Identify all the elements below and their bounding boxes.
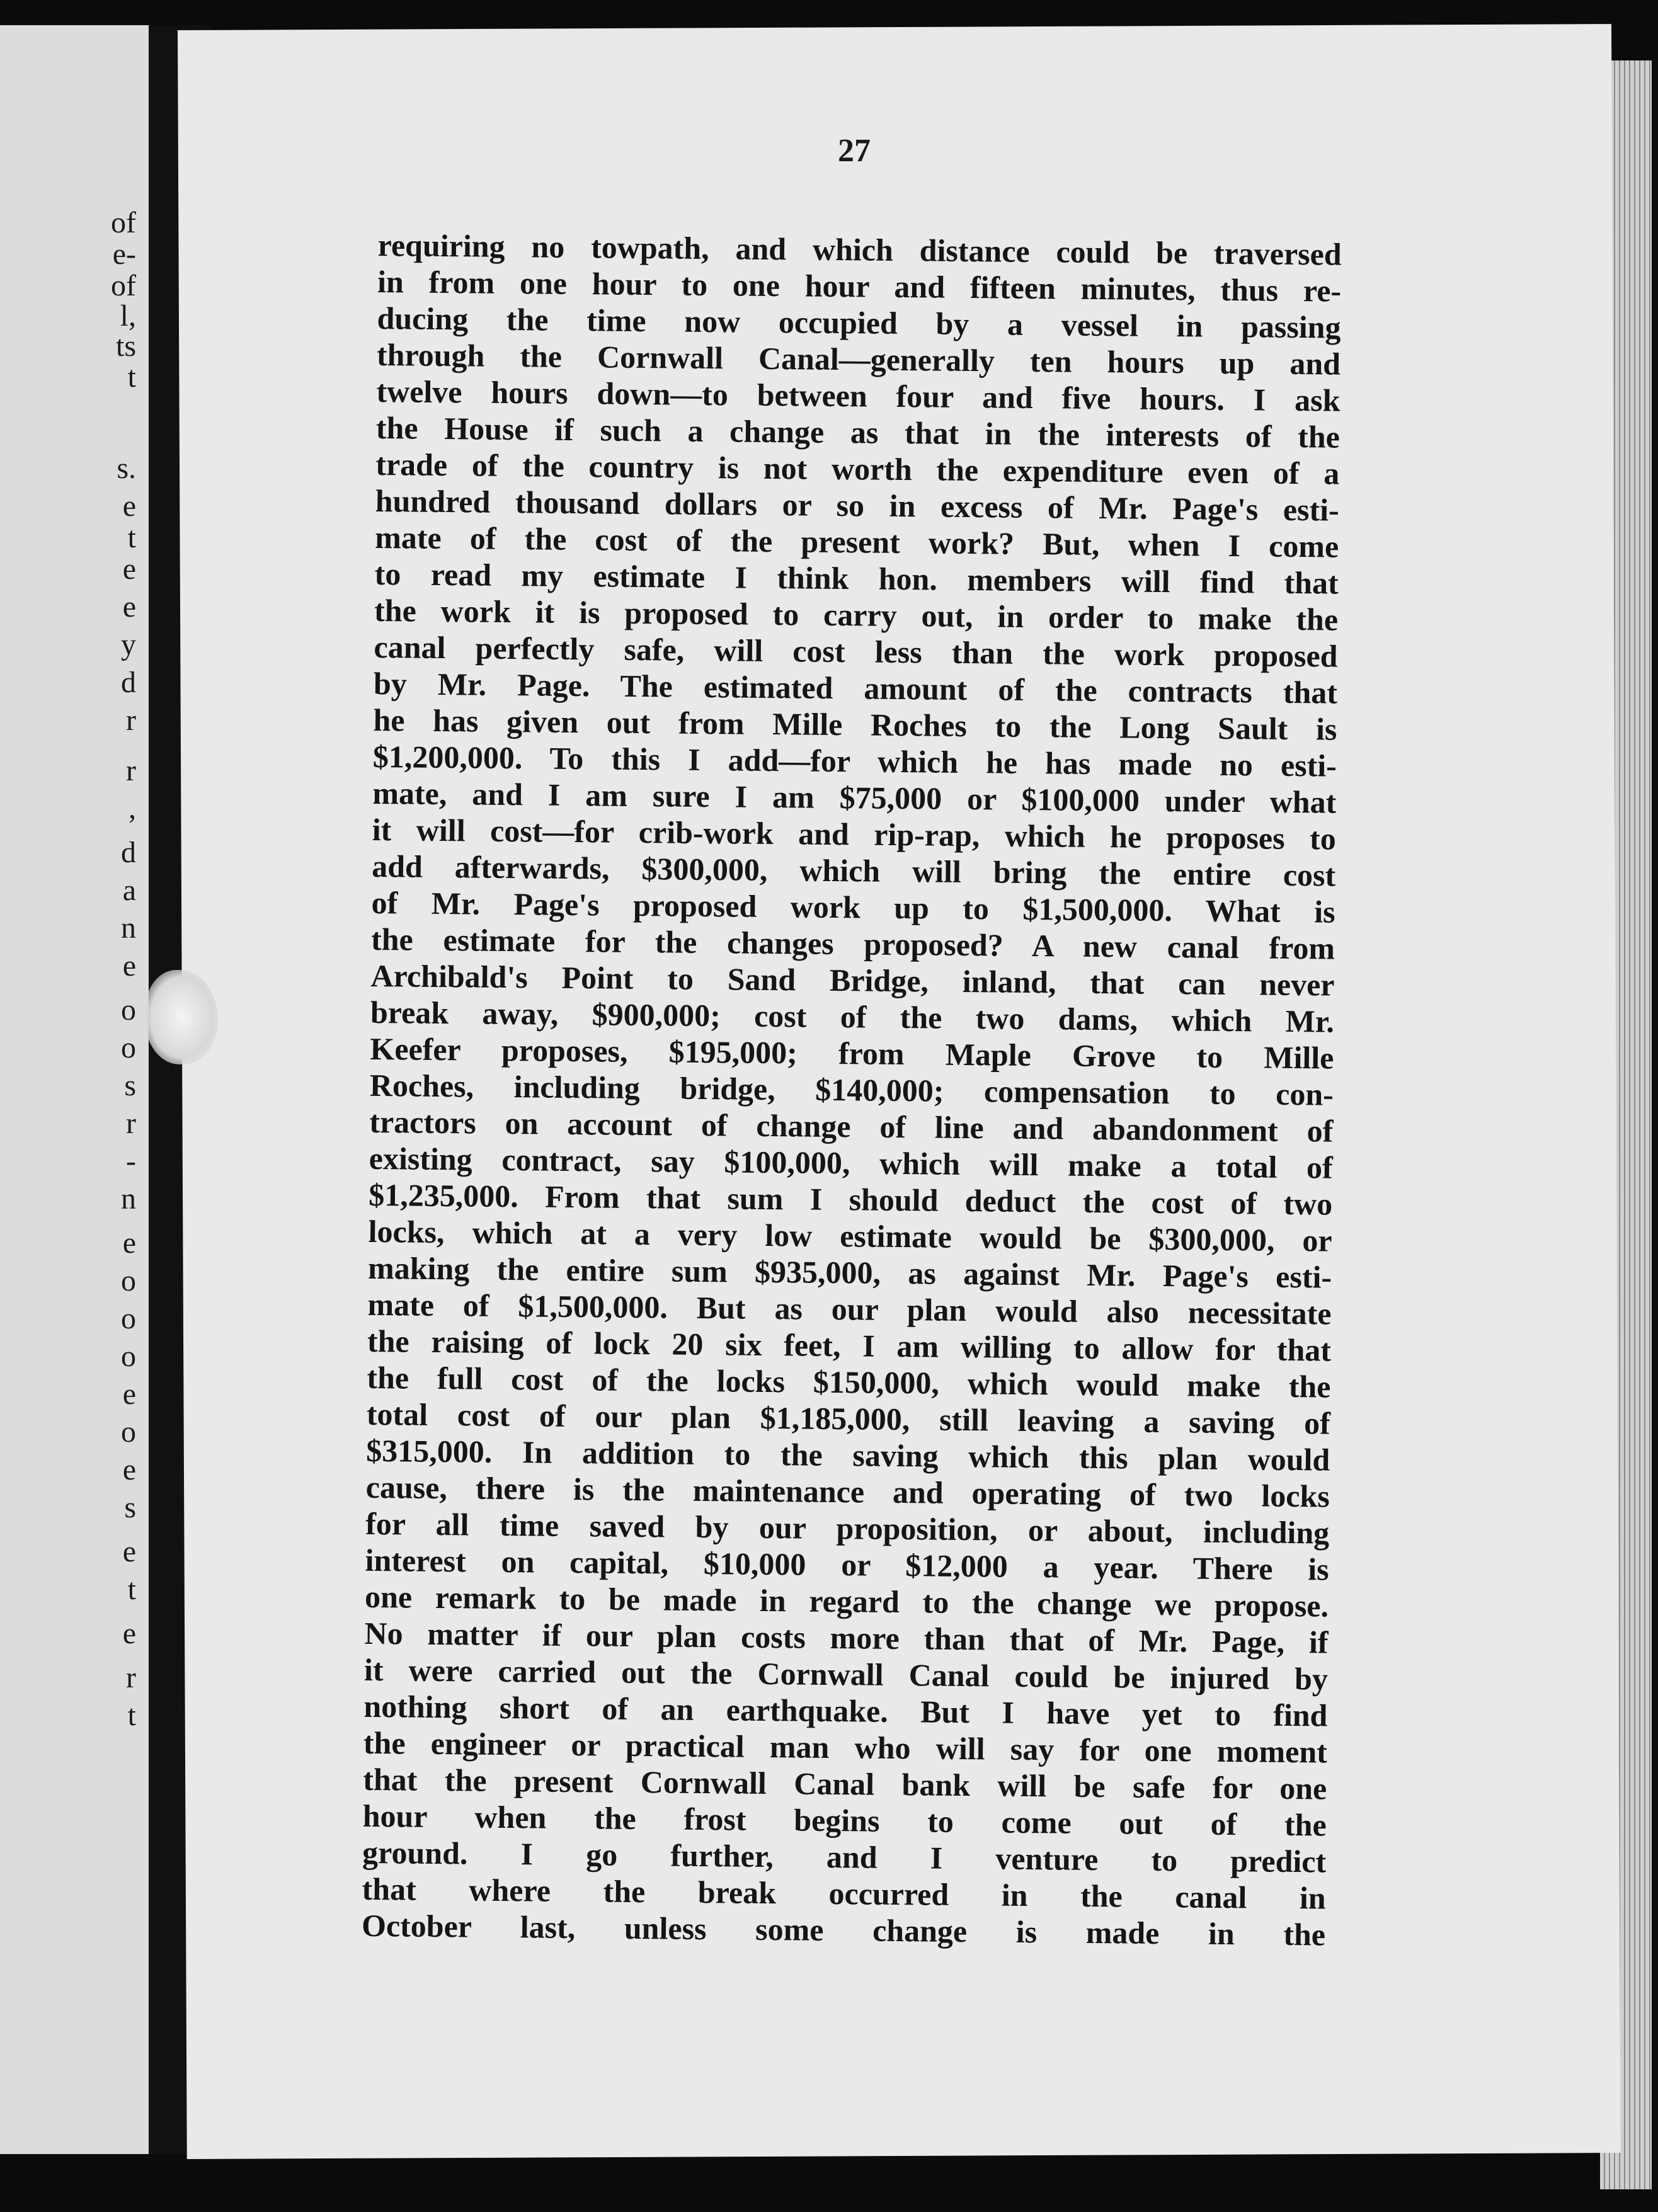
text-line: $1,235,000. From that sum I should deduct the cost of two bbox=[368, 1177, 1333, 1222]
text-line: $315,000. In addition to the saving which this plan would bbox=[366, 1432, 1330, 1478]
facing-page-fragment: r bbox=[126, 1661, 136, 1694]
facing-page-fragment: d bbox=[121, 836, 136, 869]
text-line: through the Cornwall Canal—generally ten hours up and bbox=[376, 336, 1341, 382]
facing-page-fragment: e bbox=[122, 1377, 136, 1411]
text-line: break away, $900,000; cost of the two dams, which Mr. bbox=[370, 994, 1335, 1039]
text-line: the work it is proposed to carry out, in order to make the bbox=[374, 592, 1339, 637]
facing-page-fragment: , bbox=[129, 792, 136, 825]
facing-page-fragment: e bbox=[122, 949, 136, 983]
text-line: add afterwards, $300,000, which will bring the entire cost bbox=[371, 848, 1336, 893]
text-line: hour when the frost begins to come out of the bbox=[362, 1798, 1327, 1843]
text-line: locks, which at a very low estimate would be $300,000, or bbox=[368, 1213, 1332, 1258]
facing-page-fragment: - bbox=[126, 1144, 136, 1178]
facing-page-fragment: t bbox=[127, 1699, 136, 1732]
text-line: October last, unless some change is made in the bbox=[361, 1907, 1326, 1953]
facing-page-fragment: o bbox=[121, 1264, 136, 1297]
facing-page-fragment: e bbox=[122, 552, 136, 586]
text-line: $1,200,000. To this I add—for which he has made no esti- bbox=[372, 738, 1337, 784]
text-line: the estimate for the changes proposed? A new canal from bbox=[370, 921, 1335, 966]
facing-page-fragment: r bbox=[126, 1107, 136, 1140]
body-text bbox=[362, 227, 1342, 1953]
text-line: Archibald's Point to Sand Bridge, inland, that can never bbox=[370, 957, 1335, 1003]
text-line: Keefer proposes, $195,000; from Maple Grove to Mille bbox=[370, 1030, 1334, 1076]
text-line: mate of $1,500,000. But as our plan would also necessitate bbox=[367, 1286, 1332, 1331]
facing-page-fragment: ts bbox=[115, 329, 136, 363]
text-line: making the entire sum $935,000, as against Mr. Page's esti- bbox=[367, 1250, 1332, 1295]
page-number: 27 bbox=[838, 133, 871, 169]
text-line: ducing the time now occupied by a vessel in passing bbox=[377, 300, 1341, 345]
text-line: twelve hours down—to between four and five hours. I ask bbox=[376, 373, 1341, 418]
text-line: hundred thousand dollars or so in excess of Mr. Page's esti- bbox=[375, 482, 1340, 528]
text-line: nothing short of an earthquake. But I have yet to find bbox=[363, 1688, 1328, 1733]
text-line: canal perfectly safe, will cost less than the work proposed bbox=[374, 629, 1338, 674]
facing-page-fragment: y bbox=[121, 628, 136, 661]
facing-page-fragment: s bbox=[124, 1069, 136, 1102]
facing-page-fragment: s. bbox=[117, 452, 136, 485]
facing-page-fragment: o bbox=[121, 1031, 136, 1064]
facing-page-fragment: n bbox=[121, 911, 136, 945]
text-line: total cost of our plan $1,185,000, still leaving a saving of bbox=[366, 1396, 1331, 1441]
text-line: the raising of lock 20 six feet, I am willing to allow for that bbox=[367, 1323, 1332, 1368]
facing-page-fragment: e bbox=[122, 1535, 136, 1568]
facing-page-fragment: e bbox=[122, 1617, 136, 1650]
text-line: it were carried out the Cornwall Canal could be injured by bbox=[363, 1651, 1329, 1697]
facing-page-fragment: o bbox=[121, 1302, 136, 1335]
facing-page-fragment: t bbox=[127, 521, 136, 554]
text-line: mate of the cost of the present work? But, when I come bbox=[374, 519, 1339, 564]
text-line: ground. I go further, and I venture to predict bbox=[362, 1834, 1327, 1879]
facing-page-fragment: t bbox=[127, 360, 136, 394]
text-line: mate, and I am sure I am $75,000 or $100,000 under what bbox=[372, 775, 1337, 820]
text-line: it will cost—for crib-work and rip-rap, which he proposes to bbox=[372, 811, 1337, 857]
text-line: for all time saved by our proposition, or about, including bbox=[365, 1505, 1330, 1551]
facing-page-fragment: r bbox=[126, 754, 136, 787]
text-line: one remark to be made in regard to the change we propose. bbox=[364, 1578, 1329, 1624]
facing-page-fragment: d bbox=[121, 666, 136, 699]
facing-page-fragment: a bbox=[122, 874, 136, 907]
text-line: of Mr. Page's proposed work up to $1,500,000. What is bbox=[371, 884, 1335, 930]
facing-page-fragment: s bbox=[124, 1491, 136, 1524]
facing-page-fragment: e bbox=[122, 489, 136, 523]
text-line: that where the break occurred in the canal in bbox=[362, 1871, 1326, 1916]
facing-page-left bbox=[0, 25, 149, 2154]
text-line: existing contract, say $100,000, which will make a total of bbox=[369, 1140, 1334, 1185]
facing-page-fragment: e bbox=[122, 1226, 136, 1260]
text-line: to read my estimate I think hon. members will find that bbox=[374, 556, 1339, 601]
text-line: cause, there is the maintenance and operating of two locks bbox=[365, 1469, 1330, 1514]
text-line: the House if such a change as that in the interests of the bbox=[375, 409, 1341, 455]
text-line: Roches, including bridge, $140,000; compensation to con- bbox=[369, 1067, 1334, 1112]
facing-page-fragment: of bbox=[111, 206, 136, 239]
text-line: the full cost of the locks $150,000, which would make the bbox=[367, 1359, 1331, 1405]
facing-page-fragment: e- bbox=[112, 237, 136, 271]
facing-page-fragment: e bbox=[122, 1453, 136, 1486]
facing-page-fragment: t bbox=[127, 1573, 136, 1606]
text-line: that the present Cornwall Canal bank will be safe for one bbox=[363, 1761, 1327, 1806]
facing-page-fragment: l, bbox=[120, 299, 136, 333]
facing-page-fragment: o bbox=[121, 1415, 136, 1449]
text-line: the engineer or practical man who will say for one moment bbox=[363, 1725, 1328, 1770]
text-line: requiring no towpath, and which distance could be traversed bbox=[377, 227, 1342, 272]
text-line: he has given out from Mille Roches to the Long Sault is bbox=[373, 702, 1337, 747]
text-line: trade of the country is not worth the expenditure even of a bbox=[375, 446, 1340, 491]
text-line: No matter if our plan costs more than that of Mr. Page, if bbox=[364, 1615, 1329, 1660]
facing-page-fragment: e bbox=[122, 590, 136, 624]
text-line: interest on capital, $10,000 or $12,000 a year. There is bbox=[365, 1542, 1329, 1587]
text-line: by Mr. Page. The estimated amount of the contracts that bbox=[373, 665, 1338, 710]
facing-page-fragment: of bbox=[111, 269, 136, 302]
facing-page-fragment: n bbox=[121, 1182, 136, 1216]
facing-page-fragment: r bbox=[126, 704, 136, 737]
facing-page-fragment: o bbox=[121, 1340, 136, 1373]
facing-page-fragment: o bbox=[121, 993, 136, 1027]
text-line: tractors on account of change of line and abandonment of bbox=[369, 1103, 1334, 1149]
text-line: in from one hour to one hour and fifteen minutes, thus re- bbox=[377, 263, 1342, 309]
